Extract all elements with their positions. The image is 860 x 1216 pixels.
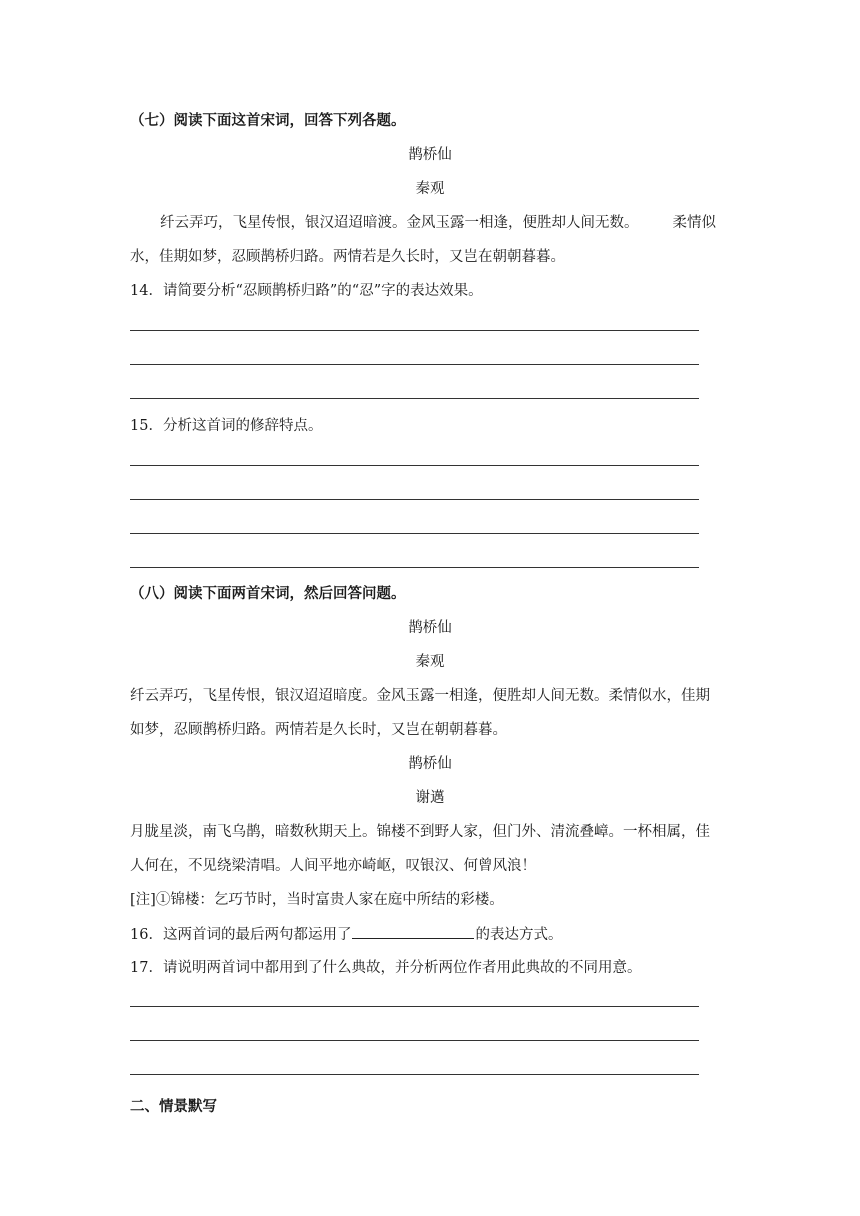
answer-line[interactable] [130,364,699,365]
answer-line[interactable] [130,499,699,500]
poem-text-part: 柔情似 [672,215,716,231]
poem-text-part: 纤云弄巧，飞星传恨，银汉迢迢暗渡。金风玉露一相逢，便胜却人间无数。 [160,215,639,231]
poem-title: 鹊桥仙 [408,147,452,163]
question-15: 15．分析这首词的修辞特点。 [130,418,323,434]
section-7-heading: （七）阅读下面这首宋词，回答下列各题。 [130,113,406,129]
answer-line[interactable] [130,1006,699,1007]
answer-line[interactable] [130,465,699,466]
poem-author: 秦观 [415,181,445,197]
poem-text-line: 水，佳期如梦，忍顾鹊桥归路。两情若是久长时，又岂在朝朝暮暮。 [130,249,565,265]
annotation-note: [注]①锦楼：乞巧节时，当时富贵人家在庭中所结的彩楼。 [130,892,504,908]
poem-title: 鹊桥仙 [408,620,452,636]
poem-text-line: 如梦，忍顾鹊桥归路。两情若是久长时，又岂在朝朝暮暮。 [130,722,507,738]
poem-author: 秦观 [415,654,445,670]
poem-author: 谢邁 [415,790,445,806]
poem-text-line: 月胧星淡，南飞乌鹊，暗数秋期天上。锦楼不到野人家，但门外、清流叠嶂。一杯相属，佳 [130,824,710,840]
section-2-heading: 二、情景默写 [130,1099,217,1115]
question-14: 14．请简要分析“忍顾鹊桥归路”的“忍”字的表达效果。 [130,283,483,299]
fill-blank[interactable] [352,924,474,939]
section-8-heading: （八）阅读下面两首宋词，然后回答问题。 [130,586,406,602]
question-16-text: 的表达方式。 [475,927,563,943]
question-17: 17．请说明两首词中都用到了什么典故，并分析两位作者用此典故的不同用意。 [130,960,642,976]
poem-text-line [160,213,760,233]
poem-text-line: 人何在，不见绕梁清唱。人间平地亦崎岖，叹银汉、何曾风浪！ [130,858,536,874]
answer-line[interactable] [130,1040,699,1041]
question-16-text: 16．这两首词的最后两句都运用了 [130,927,352,943]
question-16 [130,924,730,945]
answer-line[interactable] [130,398,699,399]
poem-text-line: 纤云弄巧，飞星传恨，银汉迢迢暗度。金风玉露一相逢，便胜却人间无数。柔情似水，佳期 [130,688,710,704]
answer-line[interactable] [130,567,699,568]
answer-line[interactable] [130,533,699,534]
answer-line[interactable] [130,330,699,331]
poem-title: 鹊桥仙 [408,756,452,772]
answer-line[interactable] [130,1074,699,1075]
